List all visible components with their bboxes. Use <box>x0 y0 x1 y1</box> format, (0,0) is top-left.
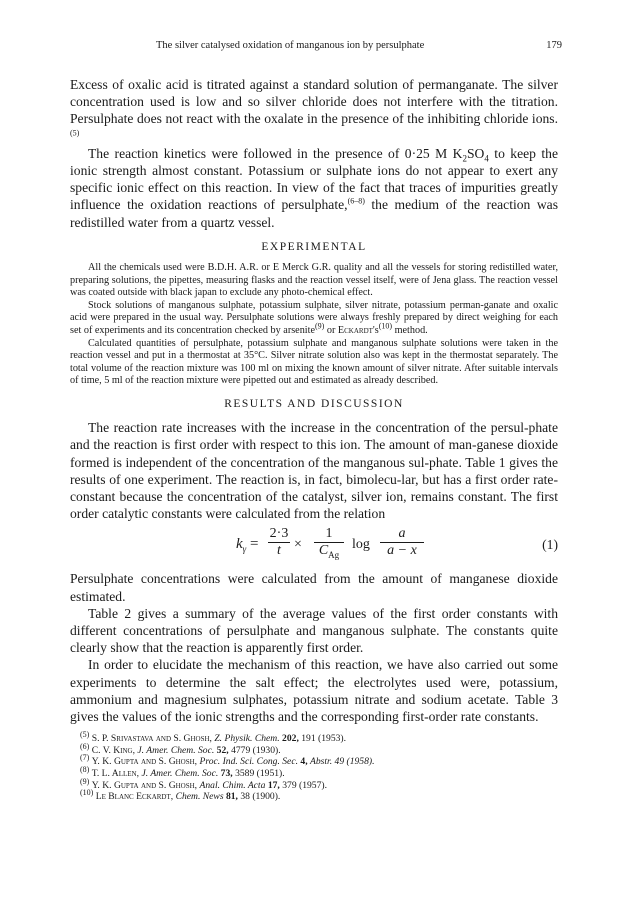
fraction-2-3-over-t: 2·3 t <box>269 526 289 559</box>
fraction-1-over-cag: 1 $C_{Ag}$ <box>314 526 344 559</box>
running-header <box>70 40 562 56</box>
page-number: 179 <box>546 40 562 51</box>
reference-item: $^{(7)}$ Y. K. Gupta and S. Ghosh, Proc. Ind. Sci. Cong. Sec. 4, Abstr. 49 (1958). <box>80 753 375 768</box>
experimental-paragraph-2: Stock solutions of manganous sulphate, potassium sulphate, silver nitrate, potassium perman-ganate and oxalic acid were prepared in the usual way. Persulphate solutions were always freshly prepared by direct weighing for each set of experiments and its concentration checked by arsenite$^{(9)}$ or $Eckardt's^{(10)}$ method. <box>70 299 558 336</box>
equation-1: $k_\gamma$ = 2·3 t × 1 $C_{Ag}$ log a a − x (1) <box>236 526 558 561</box>
reference-item: $^{(6)}$ C. V. King, J. Amer. Chem. Soc. 52, 4779 (1930). <box>80 741 281 756</box>
results-paragraph-2: Persulphate concentrations were calculated from the amount of manganese dioxide estimated. <box>70 571 558 604</box>
reference-item: $^{(8)}$ T. L. Allen, J. Amer. Chem. Soc. 73, 3589 (1951). <box>80 764 285 779</box>
reference-item: $^{(10)}$ Le Blanc Eckardt, Chem. News 81, 38 (1900). <box>80 788 281 803</box>
page <box>70 40 562 803</box>
results-paragraph-3: Table 2 gives a summary of the average values of the first order constants with different concentrations of persulphate and manganous sulphate. The constants quite clearly show that the reaction is apparently first order. <box>70 605 558 656</box>
reference-item: $^{(5)}$ S. P. Srivastava and S. Ghosh, Z. Physik. Chem. 202, 191 (1953). <box>80 730 347 745</box>
ref-citation: (5) <box>70 128 80 138</box>
intro-paragraph-2: The reaction kinetics were followed in the presence of 0·25 M $K_2SO_4$ to keep the ionic strength almost constant. Potassium or sulphate ions do not appear to exert any specific ionic effect on this reaction. In view of the fact that traces of impurities greatly influence the oxidation reactions of persulphate,$^{(6-8)}$ the medium of the reaction was redistilled water from a quartz vessel. <box>70 145 558 230</box>
equation-number: (1) <box>542 537 558 553</box>
equation-lhs: $k_\gamma$ = <box>236 536 259 555</box>
section-heading-results: RESULTS AND DISCUSSION <box>224 397 404 410</box>
section-heading-experimental: EXPERIMENTAL <box>261 240 367 253</box>
intro-paragraph-1: Excess of oxalic acid is titrated against a standard solution of permanganate. The silver concentration used is low and so silver chloride does not interfere with the titration. Persulphate does not react with the oxalate in the presence of the inhibiting chloride ions.$^{(5)}$ <box>70 77 558 138</box>
experimental-section <box>70 262 558 388</box>
results-paragraph-4: In order to elucidate the mechanism of this reaction, we have also carried out some experiments to determine the salt effect; the electrolytes used were, potassium, ammonium and magnesium sulphates, potassium nitrate and sodium acetate. Table 3 gives the values of the ionic strengths and the corresponding first-order rate constants. <box>70 657 558 725</box>
reference-item: $^{(9)}$ Y. K. Gupta and S. Ghosh, Anal. Chim. Acta 17, 379 (1957). <box>80 776 327 791</box>
fraction-a-over-a-minus-x: a a − x <box>380 526 424 559</box>
running-title: The silver catalysed oxidation of manganous ion by persulphate <box>156 40 425 51</box>
references <box>70 730 558 803</box>
results-paragraph-1: The reaction rate increases with the increase in the concentration of the persul-phate and the reaction is first order with respect to this ion. The amount of man-ganese dioxide formed is independent of the concentration of the manganous sul-phate. Table 1 gives the results of one experiment. The reaction is, in fact, bimolecu-lar, but has a first order rate-constant because the concentration of the catalyst, silver ion, remains constant. The first order catalytic constants were calculated from the relation <box>70 420 558 522</box>
body-text <box>70 76 558 803</box>
experimental-paragraph-1: All the chemicals used were B.D.H. A.R. or E Merck G.R. quality and all the vessels for storing redistilled water, preparing solutions, the pipettes, measuring flasks and the reaction vessel itself, were of Jena glass. The reaction vessel was coated outside with black japan to exclude any photo-chemical effect. <box>70 262 558 299</box>
ref-citation: (6–8) <box>347 196 365 206</box>
experimental-paragraph-3: Calculated quantities of persulphate, potassium sulphate and manganous sulphate solutions were taken in the reaction vessel and put in a thermostat at 35°C. Silver nitrate solution also was kept in the thermostat separately. The total volume of the reaction mixture was 100 ml on mixing the known amount of silver nitrate. After suitable intervals of time, 5 ml of the reaction mixture were pipetted out and estimated as already described. <box>70 337 558 387</box>
